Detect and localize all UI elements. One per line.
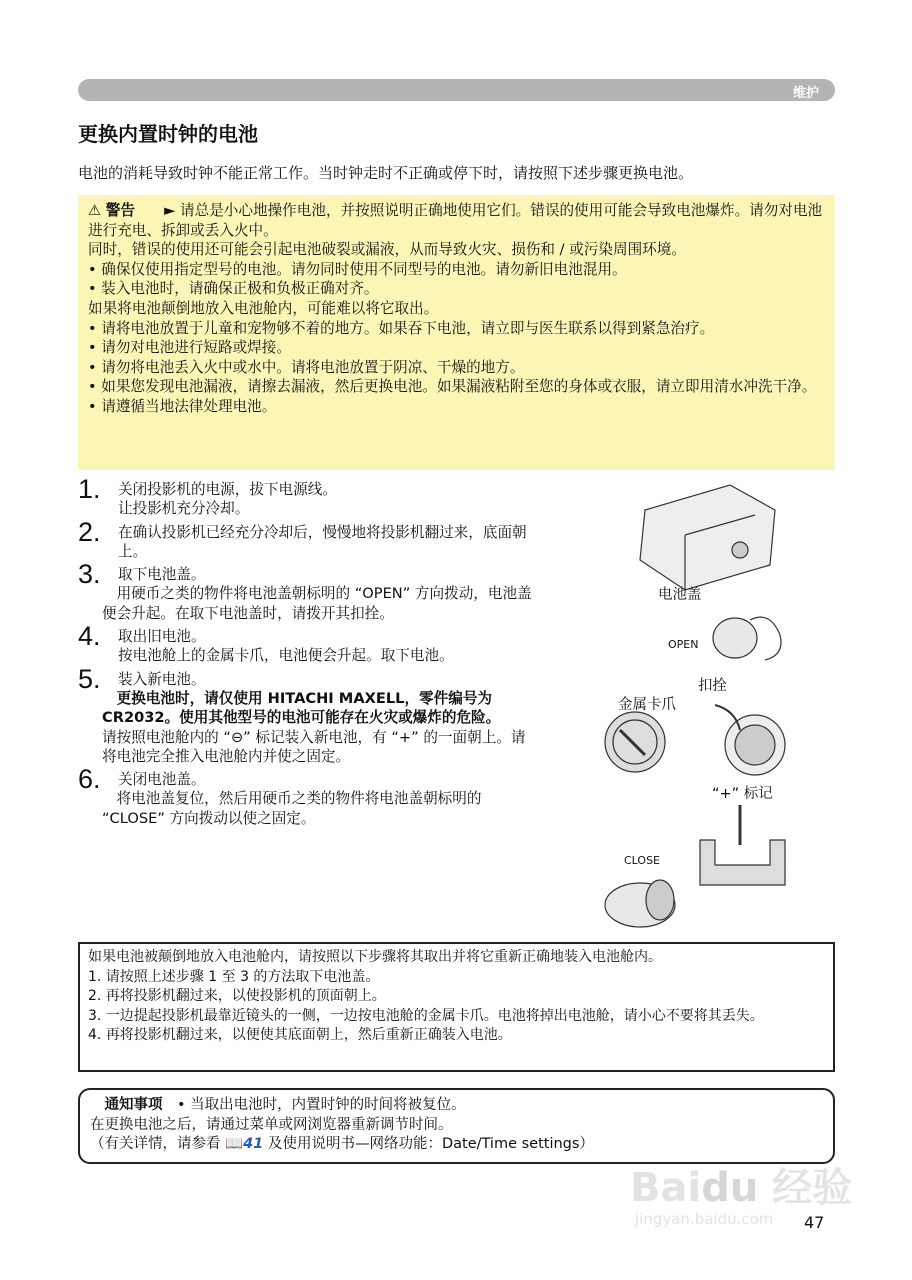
step-body: 让投影机充分冷却。 — [118, 500, 250, 518]
notice-line: 在更换电池之后，请通过菜单或网浏览器重新调节时间。 — [90, 1116, 453, 1133]
page-title: 更换内置时钟的电池 — [78, 122, 258, 146]
warning-line: • 请将电池放置于儿童和宠物够不着的地方。如果吞下电池，请立即与医生联系以得到紧急治疗。 — [88, 319, 715, 337]
step-number: 2. — [78, 516, 101, 547]
warning-line: • 请勿将电池丢入火中或水中。请将电池放置于阴凉、干燥的地方。 — [88, 358, 525, 376]
step-3 — [78, 559, 538, 623]
notice-label: 通知事项 — [104, 1097, 163, 1113]
step-number: 4. — [78, 621, 101, 652]
warning-box — [78, 195, 835, 470]
label-open: OPEN — [668, 638, 699, 651]
step-body: 用硬币之类的物件将电池盖朝标明的 “OPEN” 方向拨动，电池盖便会升起。在取下电池盖时，请拨开其扣拴。 — [102, 585, 532, 622]
step-number: 6. — [78, 764, 101, 795]
notice-line: • 当取出电池时，内置时钟的时间将被复位。 — [177, 1097, 466, 1113]
step-body: 将电池盖复位，然后用硬币之类的物件将电池盖朝标明的 “CLOSE” 方向拨动以使之固定。 — [102, 790, 482, 827]
warning-icon: ⚠ — [88, 202, 102, 219]
step-caution: 更换电池时，请仅使用 HITACHI MAXELL，零件编号为 CR2032。使用其他型号的电池可能存在火灾或爆炸的危险。 — [102, 689, 501, 727]
label-metal-claw: 金属卡爪 — [618, 697, 676, 713]
step-number: 3. — [78, 559, 101, 590]
notice-box — [78, 1088, 835, 1164]
step-5 — [78, 663, 538, 766]
page-reference-link[interactable]: 41 — [243, 1136, 264, 1152]
steps-list — [78, 474, 538, 832]
box-line: 4. 再将投影机翻过来，以便使其底面朝上，然后重新正确装入电池。 — [88, 1027, 512, 1043]
warning-line: • 确保仅使用指定型号的电池。请勿同时使用不同型号的电池。请勿新旧电池混用。 — [88, 260, 627, 278]
step-6 — [78, 764, 538, 828]
box-line: 2. 再将投影机翻过来，以使投影机的顶面朝上。 — [88, 988, 386, 1004]
label-latch: 扣拴 — [698, 678, 727, 694]
step-heading: 在确认投影机已经充分冷却后，慢慢地将投影机翻过来，底面朝上。 — [118, 523, 527, 560]
warning-label: 警告 — [105, 202, 135, 219]
label-close: CLOSE — [624, 854, 661, 867]
step-number: 5. — [78, 663, 101, 694]
reverse-battery-box — [78, 942, 835, 1072]
book-icon: 📖 — [225, 1136, 244, 1152]
section-label: 维护 — [792, 86, 819, 101]
notice-line: （有关详情，请参看 — [90, 1136, 226, 1152]
step-number: 1. — [78, 474, 101, 504]
watermark-logo: Baidu 经验 jingyan.baidu.com — [630, 1165, 853, 1228]
step-4 — [78, 621, 538, 666]
step-heading: 取出旧电池。 — [118, 628, 206, 646]
intro-text: 电池的消耗导致时钟不能正常工作。当时钟走时不正确或停下时，请按照下述步骤更换电池。 — [78, 164, 694, 182]
warning-line: • 请遵循当地法律处理电池。 — [88, 397, 277, 415]
box-line: 1. 请按照上述步骤 1 至 3 的方法取下电池盖。 — [88, 968, 380, 985]
step-1 — [78, 474, 538, 519]
label-battery-cover: 电池盖 — [658, 587, 702, 603]
warning-line: • 装入电池时，请确保正极和负极正确对齐。 — [88, 280, 379, 298]
step-heading: 装入新电池。 — [118, 670, 206, 688]
warning-line: ► 请总是小心地操作电池，并按照说明正确地使用它们。错误的使用可能会导致电池爆炸。请勿对电池进行充电、拆卸或丢入火中。 — [88, 202, 823, 239]
box-line: 如果电池被颠倒地放入电池舱内，请按照以下步骤将其取出并将它重新正确地装入电池舱内。 — [88, 949, 662, 965]
step-body: 按电池舱上的金属卡爪，电池便会升起。取下电池。 — [118, 647, 454, 665]
warning-line: • 请勿对电池进行短路或焊接。 — [88, 339, 291, 357]
step-body: 请按照电池舱内的 “⊖” 标记装入新电池，有 “+” 的一面朝上。请将电池完全推入电池舱内并使之固定。 — [102, 728, 526, 765]
step-heading: 取下电池盖。 — [118, 566, 206, 584]
box-line: 3. 一边提起投影机最靠近镜头的一侧，一边按电池舱的金属卡爪。电池将掉出电池舱，请小心不要将其丢失。 — [88, 1007, 764, 1024]
warning-line: • 如果您发现电池漏液，请擦去漏液，然后更换电池。如果漏液粘附至您的身体或衣服，请立即用清水冲洗干净。 — [88, 378, 817, 396]
step-2 — [78, 516, 538, 562]
page-number: 47 — [804, 1213, 825, 1232]
section-header-bar — [78, 79, 835, 101]
step-heading: 关闭电池盖。 — [118, 771, 206, 789]
illustrations — [590, 480, 840, 930]
warning-line: 同时，错误的使用还可能会引起电池破裂或漏液，从而导致火灾、损伤和 / 或污染周围环境。 — [88, 241, 686, 259]
warning-line: 如果将电池颠倒地放入电池舱内，可能难以将它取出。 — [88, 299, 439, 317]
label-plus-mark: “+” 标记 — [712, 786, 773, 802]
step-heading: 关闭投影机的电源，拔下电源线。 — [118, 481, 337, 498]
notice-line: 及使用说明书—网络功能：Date/Time settings） — [263, 1136, 594, 1152]
